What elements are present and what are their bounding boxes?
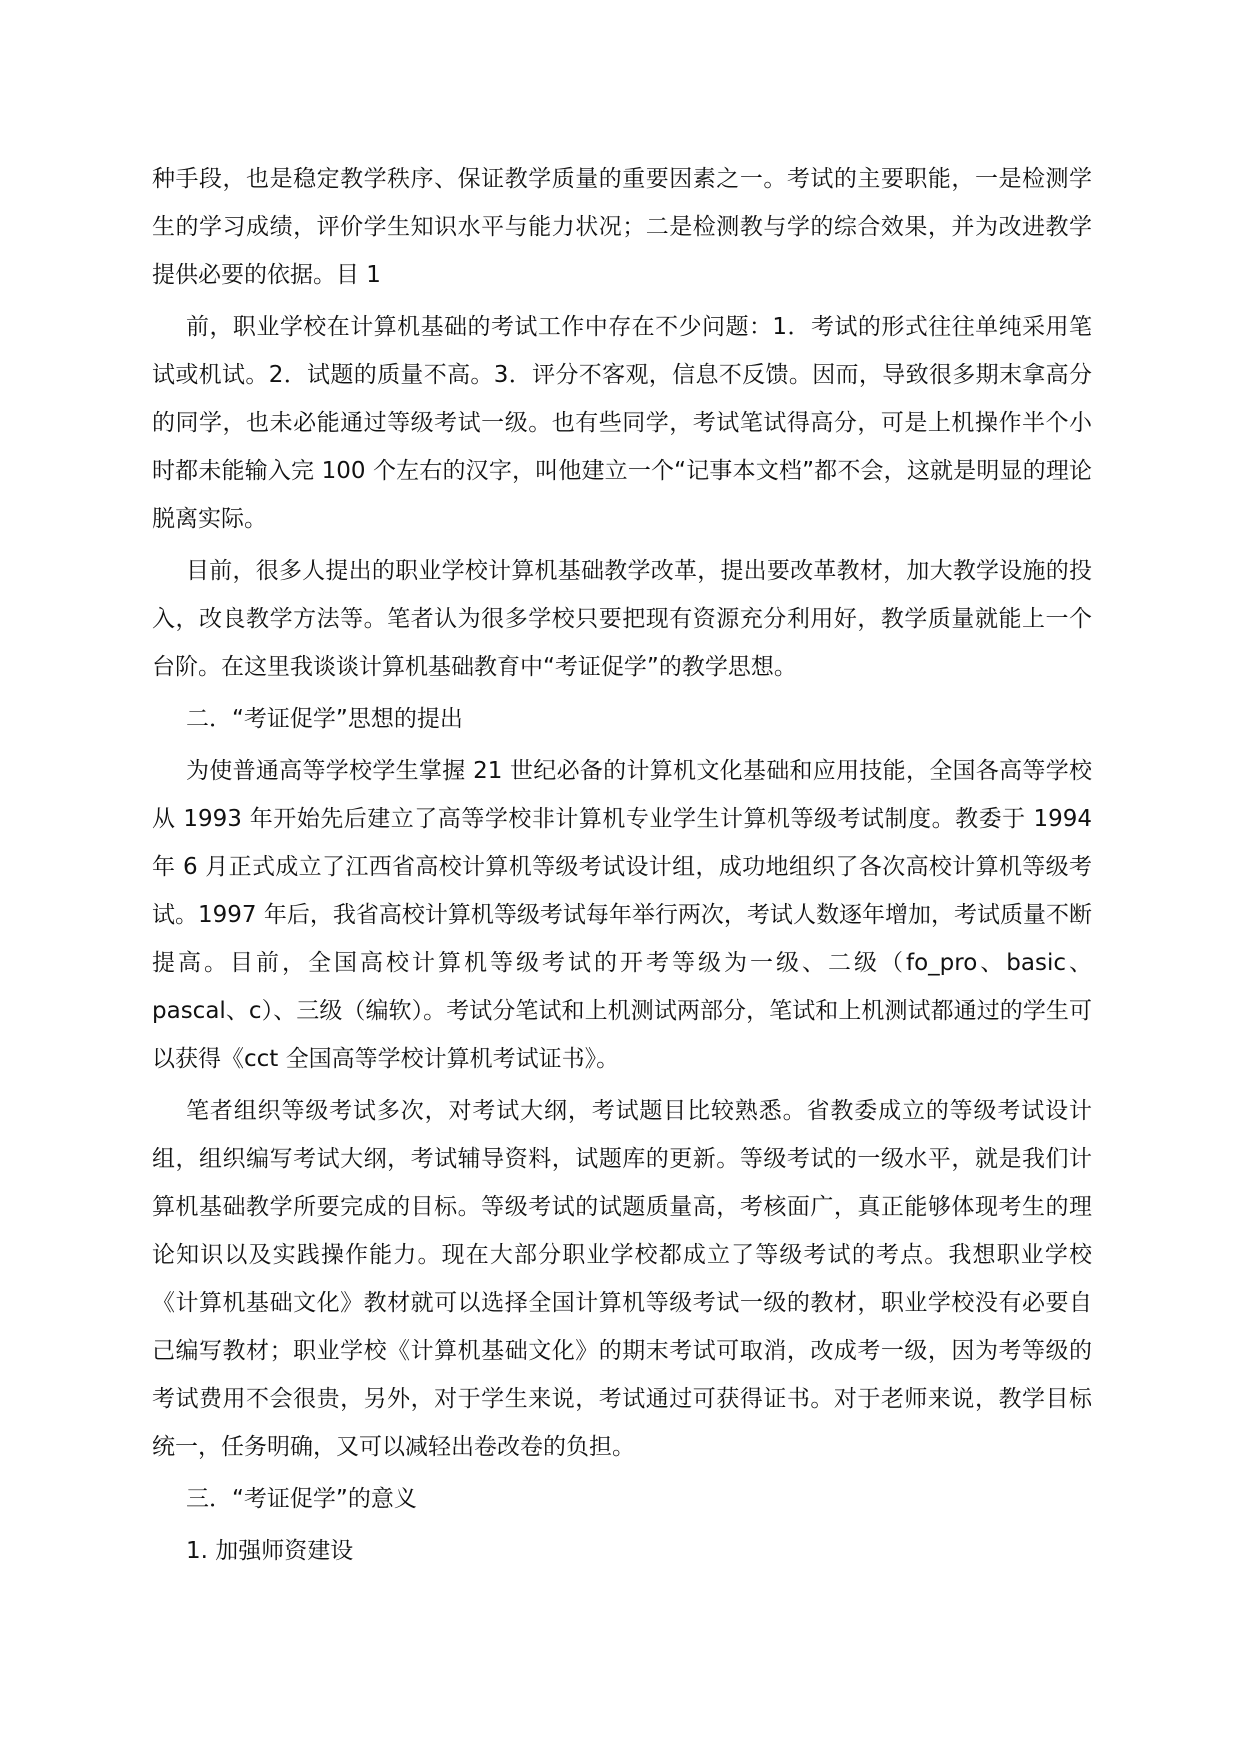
section-heading-2: 二．“考证促学”思想的提出 (186, 706, 463, 732)
subsection-heading-1: 1. 加强师资建设 (186, 1538, 354, 1564)
paragraph-continued: 种手段，也是稳定教学秩序、保证教学质量的重要因素之一。考试的主要职能，一是检测学生的学习成绩，评价学生知识水平与能力状况；二是检测教与学的综合效果，并为改进教学提供必要的依据。目 1 (152, 166, 1092, 288)
paragraph-problems: 前，职业学校在计算机基础的考试工作中存在不少问题：1．考试的形式往往单纯采用笔试或机试。2．试题的质量不高。3．评分不客观，信息不反馈。因而，导致很多期末拿高分的同学，也未必能通过等级考试一级。也有些同学，考试笔试得高分，可是上机操作半个小时都未能输入完 100 个左右的汉字，叫他建立一个“记事本文档”都不会，这就是明显的理论脱离实际。 (152, 314, 1092, 532)
section-heading-3: 三．“考证促学”的意义 (186, 1486, 417, 1512)
document-body (152, 155, 1092, 1575)
paragraph-reform: 目前，很多人提出的职业学校计算机基础教学改革，提出要改革教材，加大教学设施的投入，改良教学方法等。笔者认为很多学校只要把现有资源充分利用好，教学质量就能上一个台阶。在这里我谈谈计算机基础教育中“考证促学”的教学思想。 (152, 558, 1092, 680)
paragraph-exam-history: 为使普通高等学校学生掌握 21 世纪必备的计算机文化基础和应用技能，全国各高等学校从 1993 年开始先后建立了高等学校非计算机专业学生计算机等级考试制度。教委于 1994 年 6 月正式成立了江西省高校计算机等级考试设计组，成功地组织了各次高校计算机等级考试。1997 年后，我省高校计算机等级考试每年举行两次，考试人数逐年增加，考试质量不断提高。目前，全国高校计算机等级考试的开考等级为一级、二级（fo_pro、basic、pascal、c）、三级（编软）。考试分笔试和上机测试两部分，笔试和上机测试都通过的学生可以获得《cct 全国高等学校计算机考试证书》。 (152, 758, 1092, 1072)
paragraph-author-view: 笔者组织等级考试多次，对考试大纲，考试题目比较熟悉。省教委成立的等级考试设计组，组织编写考试大纲，考试辅导资料，试题库的更新。等级考试的一级水平，就是我们计算机基础教学所要完成的目标。等级考试的试题质量高，考核面广，真正能够体现考生的理论知识以及实践操作能力。现在大部分职业学校都成立了等级考试的考点。我想职业学校《计算机基础文化》教材就可以选择全国计算机等级考试一级的教材，职业学校没有必要自己编写教材；职业学校《计算机基础文化》的期末考试可取消，改成考一级，因为考等级的考试费用不会很贵，另外，对于学生来说，考试通过可获得证书。对于老师来说，教学目标统一，任务明确，又可以减轻出卷改卷的负担。 (152, 1098, 1092, 1460)
